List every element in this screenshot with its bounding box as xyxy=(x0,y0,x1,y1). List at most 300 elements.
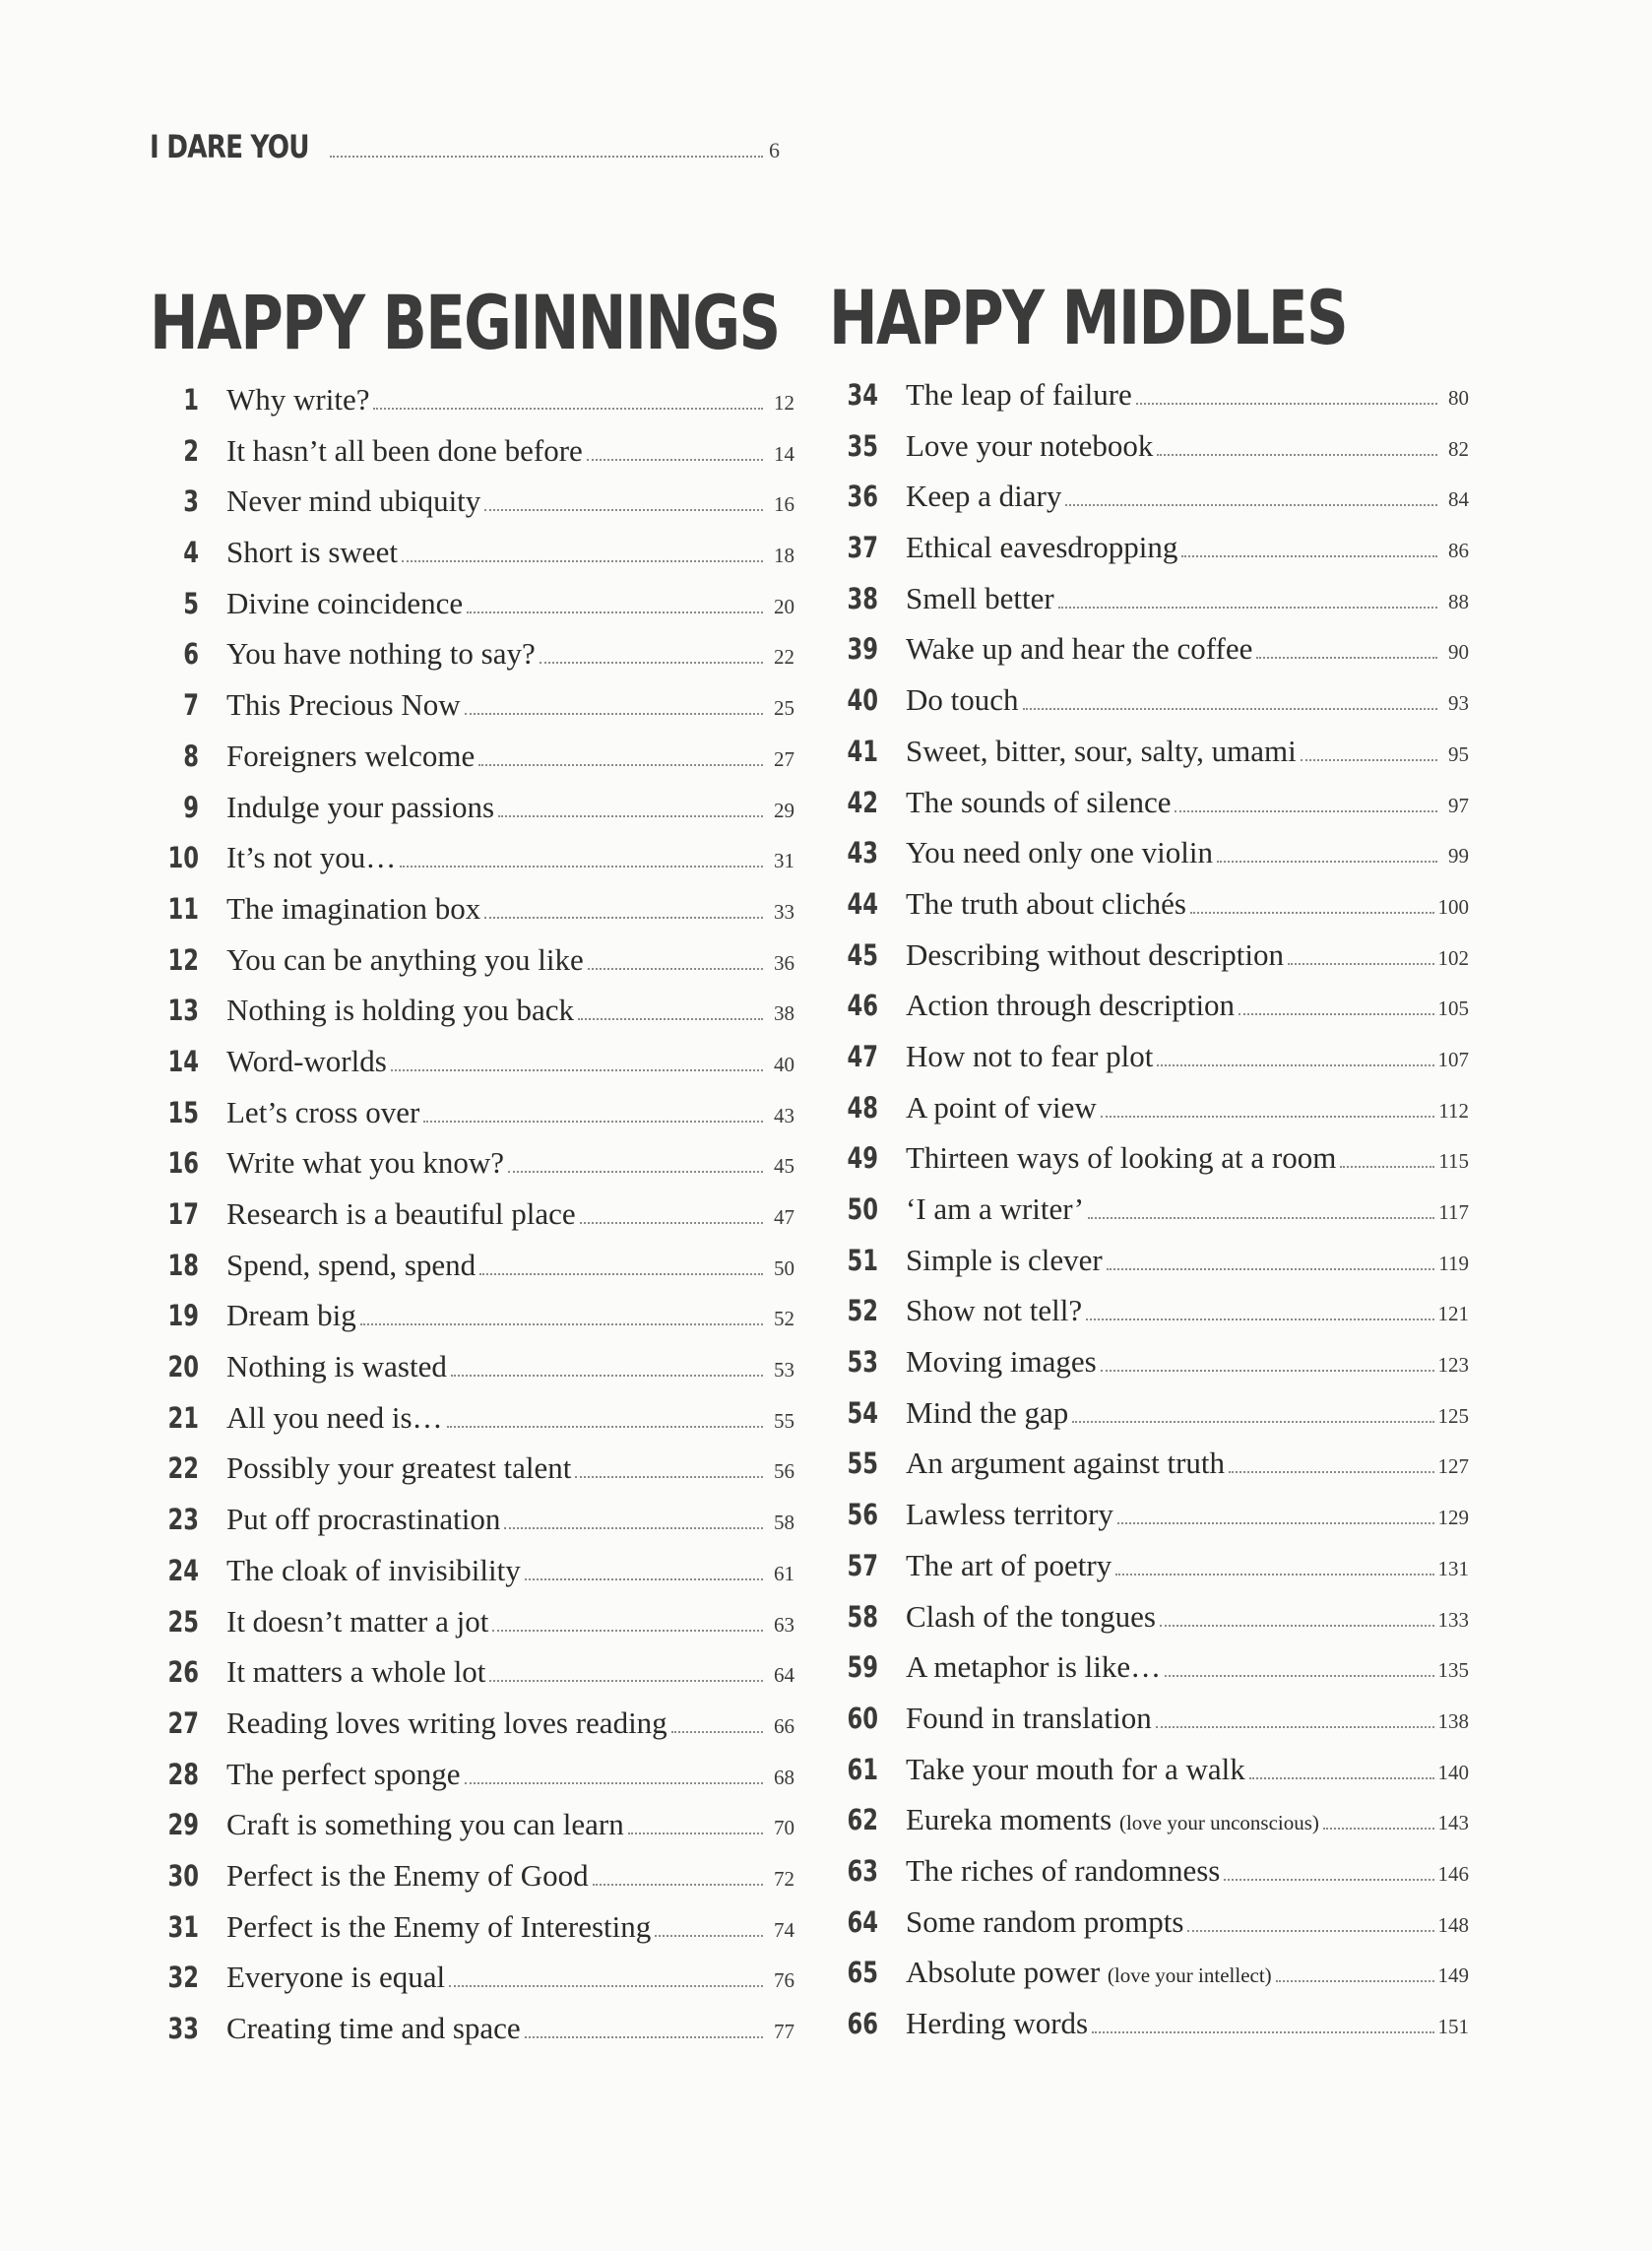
chapter-number: 43 xyxy=(847,836,878,870)
chapter-title xyxy=(226,382,369,418)
chapter-title xyxy=(226,1909,651,1945)
chapter-title-text: Perfect is the Enemy of Interesting xyxy=(226,1908,652,1944)
chapter-number: 54 xyxy=(847,1395,878,1430)
chapter-number: 42 xyxy=(847,785,878,819)
chapter-title-text: Put off procrastination xyxy=(226,1502,501,1537)
page-number: 74 xyxy=(774,1917,794,1942)
chapter-title xyxy=(906,1446,1225,1481)
chapter-title xyxy=(906,1701,1152,1736)
chapter-number: 30 xyxy=(167,1858,199,1893)
chapter-title-text: Craft is something you can learn xyxy=(226,1807,624,1842)
toc-entry xyxy=(829,1243,1469,1294)
dot-leader xyxy=(1301,759,1437,761)
chapter-title xyxy=(906,581,1054,616)
chapter-title xyxy=(226,1298,356,1333)
toc-entry xyxy=(829,835,1469,886)
dot-leader xyxy=(498,815,763,817)
chapter-title xyxy=(906,682,1019,718)
chapter-title xyxy=(906,1191,1084,1227)
dot-leader xyxy=(1157,1064,1433,1066)
chapter-number: 21 xyxy=(167,1400,199,1435)
toc-entry xyxy=(829,886,1469,937)
dot-leader xyxy=(447,1426,763,1428)
page-number: 99 xyxy=(1448,844,1469,868)
chapter-title xyxy=(906,631,1252,667)
page-number: 133 xyxy=(1437,1607,1469,1632)
toc-entry xyxy=(150,1807,794,1858)
chapter-title xyxy=(226,942,584,978)
page-number: 76 xyxy=(774,1968,794,1993)
chapter-title-text: The riches of randomness xyxy=(906,1852,1221,1888)
chapter-number: 1 xyxy=(183,383,199,417)
chapter-number: 34 xyxy=(847,378,878,412)
chapter-number: 14 xyxy=(167,1044,199,1078)
toc-entry xyxy=(150,1654,794,1705)
chapter-title-text: The sounds of silence xyxy=(906,784,1172,819)
chapter-title-text: It’s not you… xyxy=(226,840,397,875)
toc-entry xyxy=(829,1344,1469,1395)
dot-leader xyxy=(1088,1217,1434,1219)
toc-entry-intro xyxy=(150,128,780,165)
toc-entry xyxy=(150,1858,794,1909)
chapter-title-text: Found in translation xyxy=(906,1700,1152,1735)
page-number: 12 xyxy=(774,391,794,415)
toc-entry xyxy=(829,479,1469,530)
toc-entry xyxy=(150,433,794,484)
dot-leader xyxy=(1229,1471,1433,1473)
intro-page-number: 6 xyxy=(769,138,780,162)
chapter-number: 37 xyxy=(847,531,878,565)
chapter-title-text: Nothing is holding you back xyxy=(226,993,575,1028)
page-number: 107 xyxy=(1437,1047,1469,1071)
chapter-title xyxy=(226,1248,476,1283)
dot-leader xyxy=(525,2036,763,2038)
chapter-title xyxy=(226,840,396,875)
intro-title: I DARE YOU xyxy=(150,128,309,165)
chapter-title-text: A point of view xyxy=(906,1089,1097,1125)
chapter-title-text: Lawless territory xyxy=(906,1497,1113,1532)
page-number: 90 xyxy=(1448,640,1469,665)
dot-leader xyxy=(525,1578,763,1580)
toc-entry xyxy=(150,1450,794,1502)
dot-leader xyxy=(587,459,763,461)
page-number: 18 xyxy=(774,544,794,568)
chapter-number: 12 xyxy=(167,942,199,977)
page-number: 135 xyxy=(1437,1658,1469,1683)
dot-leader xyxy=(1239,1013,1433,1015)
dot-leader xyxy=(449,1985,763,1987)
toc-entry xyxy=(150,840,794,891)
chapter-number: 17 xyxy=(167,1197,199,1231)
dot-leader xyxy=(1276,1980,1434,1982)
chapter-title xyxy=(906,886,1186,922)
page-number: 138 xyxy=(1437,1708,1469,1733)
chapter-title-text: Let’s cross over xyxy=(226,1094,420,1129)
dot-leader xyxy=(373,408,763,410)
chapter-title-text: Moving images xyxy=(906,1344,1097,1380)
chapter-title-text: It hasn’t all been done before xyxy=(226,432,583,468)
toc-entry xyxy=(150,636,794,687)
dot-leader xyxy=(492,1630,763,1632)
page-number: 117 xyxy=(1438,1200,1469,1224)
dot-leader xyxy=(578,1018,763,1020)
chapter-number: 5 xyxy=(183,586,199,620)
chapter-number: 31 xyxy=(167,1909,199,1944)
page-number: 70 xyxy=(774,1816,794,1840)
toc-entry xyxy=(829,377,1469,428)
dot-leader xyxy=(1023,708,1437,710)
page-number: 53 xyxy=(774,1358,794,1383)
chapter-title xyxy=(226,1196,576,1232)
chapter-title xyxy=(226,1757,461,1792)
chapter-title-text: Simple is clever xyxy=(906,1242,1103,1277)
chapter-title xyxy=(906,734,1297,769)
chapter-title xyxy=(906,1395,1068,1431)
page-number: 151 xyxy=(1437,2015,1469,2038)
chapter-title xyxy=(226,790,494,825)
chapter-number: 35 xyxy=(847,428,878,463)
page-number: 56 xyxy=(774,1459,794,1484)
section-heading: HAPPY BEGINNINGS xyxy=(150,279,780,366)
page-number: 149 xyxy=(1437,1963,1469,1988)
chapter-title xyxy=(906,1497,1113,1532)
page-number: 61 xyxy=(774,1561,794,1585)
dot-leader xyxy=(489,1680,763,1682)
page-number: 68 xyxy=(774,1765,794,1789)
chapter-title-text: Smell better xyxy=(906,580,1054,615)
toc-entry xyxy=(829,1395,1469,1447)
chapter-number: 40 xyxy=(847,683,878,718)
chapter-title-text: Mind the gap xyxy=(906,1394,1069,1430)
chapter-number: 60 xyxy=(847,1701,878,1735)
chapter-title-text: Take your mouth for a walk xyxy=(906,1751,1245,1786)
dot-leader xyxy=(1072,1421,1433,1423)
toc-entry xyxy=(150,1553,794,1604)
toc-entry xyxy=(829,1752,1469,1803)
dot-leader xyxy=(1086,1318,1433,1320)
dot-leader xyxy=(1175,810,1437,812)
chapter-title-text: How not to fear plot xyxy=(906,1038,1154,1073)
toc-entry xyxy=(150,1196,794,1248)
chapter-number: 64 xyxy=(847,1904,878,1939)
chapter-title-text: Creating time and space xyxy=(226,2011,521,2045)
toc-entry xyxy=(150,1248,794,1299)
chapter-title xyxy=(906,1599,1156,1635)
chapter-title-text: Thirteen ways of looking at a room xyxy=(906,1140,1337,1176)
dot-leader xyxy=(1065,504,1437,506)
page-number: 80 xyxy=(1448,386,1469,410)
page-number: 52 xyxy=(774,1307,794,1331)
page-number: 50 xyxy=(774,1255,794,1280)
chapter-number: 36 xyxy=(847,480,878,514)
dot-leader xyxy=(465,713,763,715)
chapter-title xyxy=(906,479,1061,514)
chapter-title xyxy=(906,2006,1088,2041)
toc-entry xyxy=(150,1298,794,1349)
toc-entry xyxy=(829,937,1469,989)
page-number: 127 xyxy=(1437,1454,1469,1479)
toc-list xyxy=(150,382,794,2062)
page-number: 131 xyxy=(1437,1556,1469,1580)
chapter-number: 4 xyxy=(183,536,199,570)
toc-entry xyxy=(829,428,1469,480)
chapter-title-text: The truth about clichés xyxy=(906,885,1186,921)
chapter-title-text: Describing without description xyxy=(906,936,1284,972)
page-number: 14 xyxy=(774,441,794,466)
chapter-number: 51 xyxy=(847,1243,878,1277)
page-number: 146 xyxy=(1437,1861,1469,1886)
toc-entry xyxy=(829,1039,1469,1090)
toc-entry xyxy=(150,739,794,790)
dot-leader xyxy=(484,509,763,511)
chapter-title-text: Why write? xyxy=(226,382,370,417)
chapter-title xyxy=(226,1807,624,1842)
chapter-title xyxy=(906,937,1284,973)
page-number: 43 xyxy=(774,1103,794,1127)
dot-leader xyxy=(467,611,763,613)
chapter-number: 57 xyxy=(847,1548,878,1582)
page-number: 102 xyxy=(1437,945,1469,970)
page-number: 82 xyxy=(1448,436,1469,461)
dot-leader xyxy=(655,1935,763,1937)
toc-entry xyxy=(829,530,1469,581)
toc-entry xyxy=(829,1090,1469,1141)
chapter-title-text: Foreigners welcome xyxy=(226,738,476,773)
toc-entry xyxy=(829,1446,1469,1497)
chapter-number: 41 xyxy=(847,734,878,768)
dot-leader xyxy=(1156,1726,1434,1728)
toc-list xyxy=(829,377,1469,2057)
chapter-number: 29 xyxy=(167,1808,199,1842)
chapter-title-text: Some random prompts xyxy=(906,1903,1184,1939)
dot-leader xyxy=(1117,1522,1434,1524)
toc-entry xyxy=(150,1757,794,1808)
chapter-title xyxy=(226,535,398,570)
chapter-subtitle: (love your unconscious) xyxy=(1118,1811,1319,1835)
toc-entry xyxy=(150,1705,794,1757)
dot-leader xyxy=(1181,555,1437,557)
dot-leader xyxy=(1115,1574,1433,1576)
dot-leader xyxy=(478,764,763,766)
chapter-number: 33 xyxy=(167,2012,199,2045)
dot-leader xyxy=(1323,1828,1434,1830)
page-number: 140 xyxy=(1437,1760,1469,1784)
chapter-title-text: Possibly your greatest talent xyxy=(226,1450,572,1486)
chapter-title xyxy=(226,993,574,1028)
chapter-number: 52 xyxy=(847,1294,878,1328)
chapter-number: 66 xyxy=(847,2007,878,2040)
chapter-title xyxy=(906,1904,1183,1940)
chapter-number: 16 xyxy=(167,1146,199,1181)
toc-entry xyxy=(150,382,794,433)
chapter-number: 19 xyxy=(167,1299,199,1333)
chapter-number: 24 xyxy=(167,1553,199,1587)
chapter-title-text: Perfect is the Enemy of Good xyxy=(226,1857,589,1893)
toc-entry xyxy=(829,1497,1469,1548)
chapter-number: 58 xyxy=(847,1599,878,1634)
toc-entry xyxy=(150,1909,794,1961)
toc-entry xyxy=(150,1400,794,1451)
chapter-number: 49 xyxy=(847,1141,878,1176)
page-number: 27 xyxy=(774,746,794,771)
chapter-title xyxy=(906,988,1235,1023)
chapter-title xyxy=(226,433,583,469)
toc-entry xyxy=(150,1960,794,2011)
chapter-number: 9 xyxy=(183,790,199,824)
chapter-title-text: Research is a beautiful place xyxy=(226,1196,576,1231)
chapter-title-text: A metaphor is like… xyxy=(906,1649,1162,1685)
toc-entry xyxy=(829,1853,1469,1904)
toc-entry xyxy=(829,581,1469,632)
page-number: 64 xyxy=(774,1663,794,1688)
toc-entry xyxy=(829,1701,1469,1752)
chapter-number: 48 xyxy=(847,1090,878,1125)
page-number: 66 xyxy=(774,1713,794,1738)
toc-entry xyxy=(150,687,794,739)
chapter-title xyxy=(906,785,1171,820)
chapter-title xyxy=(906,1649,1161,1685)
dot-leader xyxy=(330,156,763,158)
chapter-number: 18 xyxy=(167,1248,199,1282)
dot-leader xyxy=(423,1121,763,1123)
page-number: 33 xyxy=(774,899,794,924)
chapter-number: 44 xyxy=(847,886,878,921)
chapter-title xyxy=(906,530,1177,565)
toc-entry xyxy=(829,1293,1469,1344)
page-number: 38 xyxy=(774,1001,794,1026)
chapter-number: 15 xyxy=(167,1095,199,1129)
page-number: 86 xyxy=(1448,539,1469,563)
chapter-title xyxy=(906,1955,1272,1990)
dot-leader xyxy=(1165,1675,1433,1677)
chapter-title-text: Do touch xyxy=(906,682,1019,718)
toc-entry xyxy=(829,1191,1469,1243)
page-number: 93 xyxy=(1448,691,1469,716)
toc-entry xyxy=(150,1604,794,1655)
chapter-title xyxy=(906,835,1213,870)
page-number: 125 xyxy=(1437,1403,1469,1428)
page-number: 84 xyxy=(1448,487,1469,512)
page-number: 115 xyxy=(1438,1149,1469,1174)
chapter-title-text: Short is sweet xyxy=(226,535,398,570)
chapter-title-text: The perfect sponge xyxy=(226,1756,461,1791)
chapter-number: 32 xyxy=(167,1961,199,1995)
chapter-number: 6 xyxy=(183,637,199,672)
chapter-number: 22 xyxy=(167,1451,199,1486)
chapter-title-text: Spend, spend, spend xyxy=(226,1247,477,1282)
chapter-title-text: Love your notebook xyxy=(906,427,1154,463)
toc-entry xyxy=(829,1904,1469,1956)
chapter-number: 50 xyxy=(847,1192,878,1226)
chapter-number: 23 xyxy=(167,1503,199,1537)
toc-entry xyxy=(829,785,1469,836)
dot-leader xyxy=(580,1222,763,1224)
dot-leader xyxy=(1101,1370,1434,1372)
chapter-title-text: Herding words xyxy=(906,2006,1089,2040)
toc-entry xyxy=(829,734,1469,785)
page-number: 40 xyxy=(774,1052,794,1076)
chapter-title-text: You have nothing to say? xyxy=(226,636,536,672)
toc-entry xyxy=(150,1502,794,1553)
chapter-title-text: Show not tell? xyxy=(906,1293,1083,1328)
toc-entry xyxy=(829,1802,1469,1853)
page-number: 45 xyxy=(774,1154,794,1179)
toc-entry xyxy=(829,631,1469,682)
dot-leader xyxy=(1288,963,1434,965)
chapter-title xyxy=(906,377,1132,413)
page-number: 143 xyxy=(1437,1811,1469,1835)
chapter-title xyxy=(906,428,1153,464)
chapter-title-text: Clash of the tongues xyxy=(906,1598,1156,1634)
toc-entry xyxy=(829,2006,1469,2057)
chapter-title xyxy=(226,2011,521,2046)
toc-entry xyxy=(829,1955,1469,2006)
dot-leader xyxy=(1190,912,1434,914)
chapter-number: 55 xyxy=(847,1447,878,1481)
page-number: 97 xyxy=(1448,793,1469,817)
toc-entry xyxy=(150,790,794,841)
page-number: 25 xyxy=(774,696,794,721)
page-number: 58 xyxy=(774,1511,794,1535)
dot-leader xyxy=(1136,403,1437,405)
chapter-title-text: Indulge your passions xyxy=(226,789,495,824)
dot-leader xyxy=(671,1731,763,1733)
dot-leader xyxy=(360,1323,763,1325)
chapter-title-text: It matters a whole lot xyxy=(226,1654,486,1690)
dot-leader xyxy=(1092,2031,1433,2033)
page-number: 112 xyxy=(1438,1098,1469,1123)
dot-leader xyxy=(1107,1268,1435,1270)
chapter-title xyxy=(226,687,461,723)
chapter-subtitle: (love your intellect) xyxy=(1107,1963,1272,1988)
chapter-title xyxy=(906,1243,1103,1278)
page-number: 148 xyxy=(1437,1912,1469,1937)
chapter-title-text: All you need is… xyxy=(226,1399,443,1435)
dot-leader xyxy=(540,662,763,664)
chapter-title xyxy=(226,1960,445,1995)
chapter-title-text: You need only one violin xyxy=(906,835,1214,870)
chapter-number: 7 xyxy=(183,688,199,723)
dot-leader xyxy=(575,1476,763,1478)
chapter-number: 65 xyxy=(847,1956,878,1990)
dot-leader xyxy=(484,917,763,919)
chapter-number: 46 xyxy=(847,989,878,1023)
page-number: 20 xyxy=(774,594,794,618)
chapter-title-text: Reading loves writing loves reading xyxy=(226,1704,667,1740)
page-number: 16 xyxy=(774,492,794,517)
page-number: 77 xyxy=(774,2020,794,2043)
chapter-number: 63 xyxy=(847,1853,878,1888)
chapter-title-text: The cloak of invisibility xyxy=(226,1552,521,1587)
dot-leader xyxy=(1157,454,1437,456)
chapter-title xyxy=(906,1090,1097,1126)
page-number: 123 xyxy=(1437,1353,1469,1378)
chapter-title-text: The art of poetry xyxy=(906,1547,1112,1582)
chapter-number: 27 xyxy=(167,1705,199,1740)
chapter-title xyxy=(226,1654,485,1690)
chapter-title xyxy=(226,1145,504,1181)
toc-entry xyxy=(150,1095,794,1146)
chapter-number: 47 xyxy=(847,1039,878,1073)
chapter-title xyxy=(906,1853,1220,1889)
page-number: 29 xyxy=(774,798,794,822)
page-number: 47 xyxy=(774,1205,794,1229)
page-number: 105 xyxy=(1437,997,1469,1021)
dot-leader xyxy=(1224,1879,1433,1881)
dot-leader xyxy=(1058,607,1437,609)
chapter-title-text: Divine coincidence xyxy=(226,585,464,620)
dot-leader xyxy=(1256,657,1437,659)
